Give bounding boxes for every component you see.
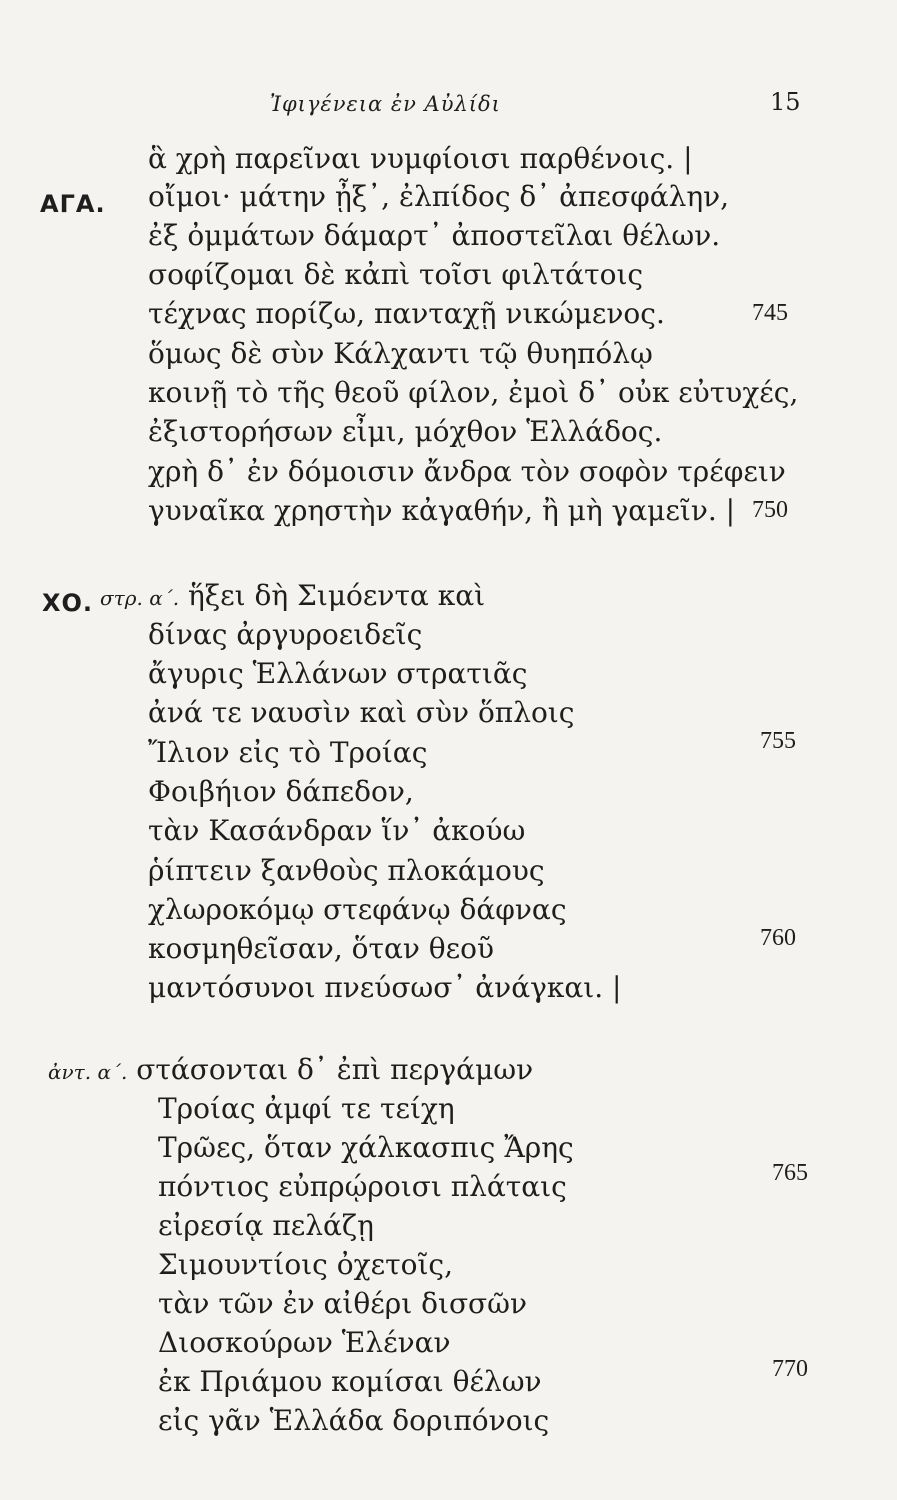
verse-line: ῥίπτειν ξανθοὺς πλοκάμους [148,854,545,887]
verse-line: ὅμως δὲ σὺν Κάλχαντι τῷ θυηπόλῳ [148,337,653,370]
verse-line: μαντόσυνοι πνεύσωσ᾽ ἀνάγκαι. | [148,971,622,1004]
verse-line: χλωροκόμῳ στεφάνῳ δάφνας [148,893,567,926]
verse-line: τὰν τῶν ἐν αἰθέρι δισσῶν [158,1287,528,1320]
line-number: 765 [772,1160,808,1186]
verse-line: κοσμηθεῖσαν, ὅταν θεοῦ [148,932,495,965]
antistrophe-marker: ἀντ. α΄. [48,1060,128,1084]
page-number: 15 [770,88,801,116]
verse-line: χρὴ δ᾽ ἐν δόμοισιν ἄνδρα τὸν σοφὸν τρέφειν [148,455,786,488]
speaker-xo: ΧΟ. [42,589,94,617]
verse-line: Διοσκούρων Ἑλέναν [158,1326,451,1359]
verse-line: Σιμουντίοις ὀχετοῖς, [158,1248,453,1281]
verse-line-text: στάσονται δ᾽ ἐπὶ περγάμων [136,1053,534,1086]
verse-line: εἰς γᾶν Ἑλλάδα δοριπόνοις [158,1404,550,1437]
verse-line: Ἴλιον εἰς τὸ Τροίας [148,736,428,769]
line-number: 750 [752,497,788,523]
verse-line: Φοιβήιον δάπεδον, [148,775,414,808]
line-number: 745 [752,300,788,326]
verse-line: πόντιος εὐπρῴροισι πλάταις [158,1170,567,1203]
line-number: 770 [772,1356,808,1382]
verse-line: ἀνά τε ναυσὶν καὶ σὺν ὅπλοις [148,696,575,729]
verse-line: οἴμοι· μάτην ᾖξ᾽, ἐλπίδος δ᾽ ἀπεσφάλην, [148,180,730,213]
verse-line: Τρῶες, ὅταν χάλκασπις Ἄρης [158,1131,574,1164]
verse-line-strophe [100,579,486,612]
verse-line: Τροίας ἀμφί τε τείχη [158,1092,455,1125]
verse-line: τὰν Κασάνδραν ἵν᾽ ἀκούω [148,814,526,847]
verse-line-antistrophe [48,1053,534,1086]
verse-line: κοινῇ τὸ τῆς θεοῦ φίλον, ἐμοὶ δ᾽ οὐκ εὐτυχές, [148,376,799,409]
verse-line: ἐξιστορήσων εἶμι, μόχθον Ἑλλάδος. [148,415,663,448]
verse-line: δίνας ἀργυροειδεῖς [148,618,423,651]
verse-line: εἰρεσίᾳ πελάζῃ [158,1209,374,1242]
verse-line: τέχνας πορίζω, πανταχῇ νικώμενος. [148,297,665,330]
verse-line: ἄγυρις Ἑλλάνων στρατιᾶς [148,657,528,690]
strophe-marker: στρ. α΄. [100,586,180,610]
line-number: 760 [760,925,796,951]
speaker-aga: ΑΓΑ. [40,190,106,218]
running-title: Ἰφιγένεια ἐν Αὐλίδι [270,92,501,116]
verse-line: ἐξ ὀμμάτων δάμαρτ᾽ ἀποστεῖλαι θέλων. [148,219,721,252]
verse-line: γυναῖκα χρηστὴν κἀγαθήν, ἢ μὴ γαμεῖν. | [148,494,736,527]
verse-line: ἐκ Πριάμου κομίσαι θέλων [158,1365,542,1398]
verse-line-text: ἥξει δὴ Σιμόεντα καὶ [187,579,486,612]
line-number: 755 [760,728,796,754]
verse-line: σοφίζομαι δὲ κἀπὶ τοῖσι φιλτάτοις [148,258,644,291]
verse-line: ἃ χρὴ παρεῖναι νυμφίοισι παρθένοις. | [148,142,693,175]
